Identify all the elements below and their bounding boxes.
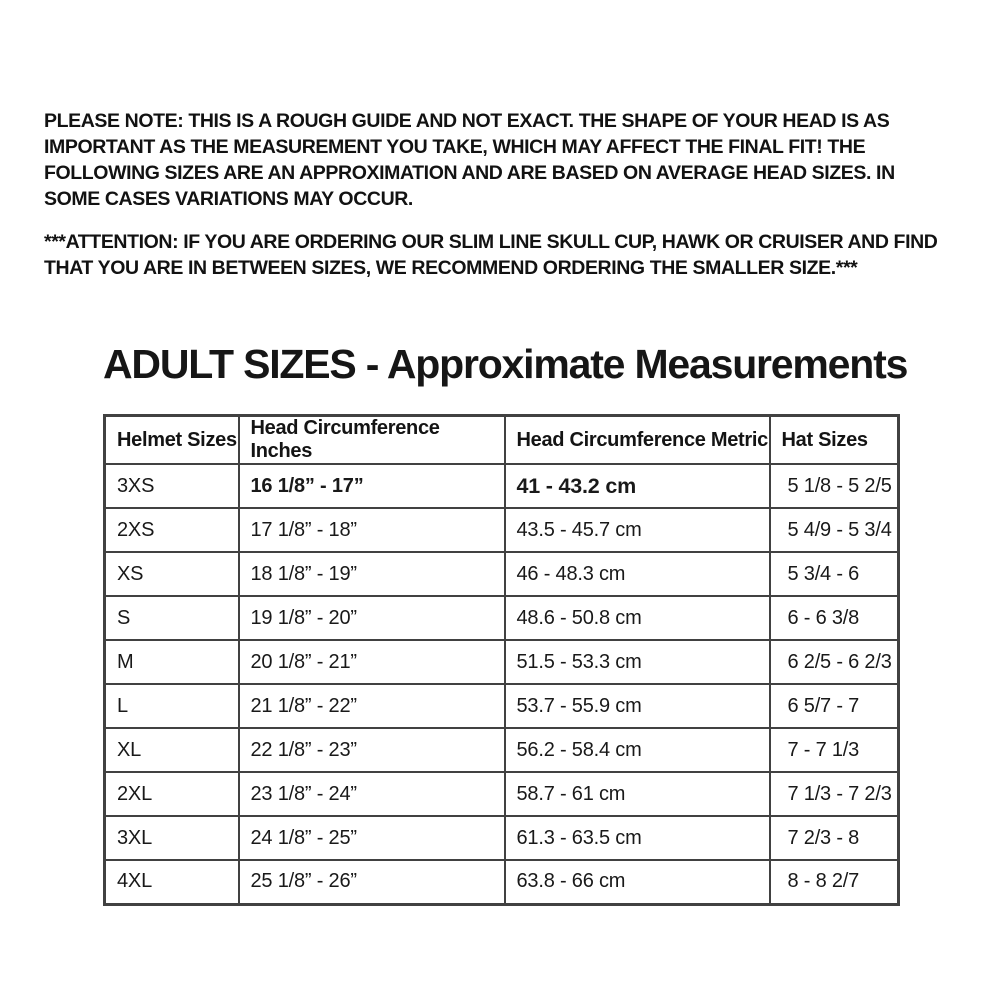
table-row-xl: [105, 728, 899, 772]
col-header-helmet-sizes: Helmet Sizes: [105, 416, 239, 465]
inches-cell: 18 1/8” - 19”: [239, 552, 505, 596]
inches-cell: 23 1/8” - 24”: [239, 772, 505, 816]
inches-cell: 24 1/8” - 25”: [239, 816, 505, 860]
hat-size-cell: 6 5/7 - 7: [770, 684, 899, 728]
table-row-xs: [105, 552, 899, 596]
metric-cell: 58.7 - 61 cm: [505, 772, 770, 816]
inches-cell: 20 1/8” - 21”: [239, 640, 505, 684]
helmet-size-cell: 3XS: [105, 464, 239, 508]
inches-cell: 21 1/8” - 22”: [239, 684, 505, 728]
inches-cell: 17 1/8” - 18”: [239, 508, 505, 552]
adult-sizes-table: [103, 414, 900, 906]
table-row-2xl: [105, 772, 899, 816]
hat-size-cell: 5 4/9 - 5 3/4: [770, 508, 899, 552]
page-title: ADULT SIZES - Approximate Measurements: [103, 341, 908, 387]
table-row-m: [105, 640, 899, 684]
col-header-head-circumference-inches: Head Circumference Inches: [239, 416, 505, 465]
table-header-row: [105, 416, 899, 465]
metric-cell: 61.3 - 63.5 cm: [505, 816, 770, 860]
metric-cell: 48.6 - 50.8 cm: [505, 596, 770, 640]
hat-size-cell: 6 2/5 - 6 2/3: [770, 640, 899, 684]
table-row-l: [105, 684, 899, 728]
helmet-size-cell: 2XS: [105, 508, 239, 552]
table-row-3xl: [105, 816, 899, 860]
col-header-hat-sizes: Hat Sizes: [770, 416, 899, 465]
table-row-4xl: [105, 860, 899, 904]
inches-cell: 16 1/8” - 17”: [239, 464, 505, 508]
hat-size-cell: 5 1/8 - 5 2/5: [770, 464, 899, 508]
attention-paragraph: ***ATTENTION: IF YOU ARE ORDERING OUR SLIM LINE SKULL CUP, HAWK OR CRUISER AND FIND THAT YOU ARE IN BETWEEN SIZES, WE RECOMMEND ORDERING THE SMALLER SIZE.***: [44, 231, 938, 279]
please-note-paragraph: PLEASE NOTE: THIS IS A ROUGH GUIDE AND NOT EXACT. THE SHAPE OF YOUR HEAD IS AS IMPORTANT AS THE MEASUREMENT YOU TAKE, WHICH MAY AFFECT THE FINAL FIT! THE FOLLOWING SIZES ARE AN APPROXIMATION AND ARE BASED ON AVERAGE HEAD SIZES. IN SOME CASES VARIATIONS MAY OCCUR.: [44, 110, 895, 210]
inches-cell: 19 1/8” - 20”: [239, 596, 505, 640]
metric-cell: 53.7 - 55.9 cm: [505, 684, 770, 728]
metric-cell: 63.8 - 66 cm: [505, 860, 770, 904]
helmet-size-cell: 3XL: [105, 816, 239, 860]
helmet-size-cell: 4XL: [105, 860, 239, 904]
inches-cell: 22 1/8” - 23”: [239, 728, 505, 772]
metric-cell: 41 - 43.2 cm: [505, 464, 770, 508]
helmet-size-cell: S: [105, 596, 239, 640]
table-row-2xs: [105, 508, 899, 552]
metric-cell: 51.5 - 53.3 cm: [505, 640, 770, 684]
table-row-3xs: [105, 464, 899, 508]
helmet-size-cell: XL: [105, 728, 239, 772]
hat-size-cell: 7 - 7 1/3: [770, 728, 899, 772]
metric-cell: 46 - 48.3 cm: [505, 552, 770, 596]
metric-cell: 56.2 - 58.4 cm: [505, 728, 770, 772]
hat-size-cell: 5 3/4 - 6: [770, 552, 899, 596]
metric-cell: 43.5 - 45.7 cm: [505, 508, 770, 552]
hat-size-cell: 7 1/3 - 7 2/3: [770, 772, 899, 816]
col-header-head-circumference-metric: Head Circumference Metric: [505, 416, 770, 465]
helmet-size-cell: L: [105, 684, 239, 728]
helmet-size-cell: XS: [105, 552, 239, 596]
helmet-size-cell: M: [105, 640, 239, 684]
hat-size-cell: 6 - 6 3/8: [770, 596, 899, 640]
helmet-size-cell: 2XL: [105, 772, 239, 816]
hat-size-cell: 7 2/3 - 8: [770, 816, 899, 860]
inches-cell: 25 1/8” - 26”: [239, 860, 505, 904]
hat-size-cell: 8 - 8 2/7: [770, 860, 899, 904]
table-row-s: [105, 596, 899, 640]
